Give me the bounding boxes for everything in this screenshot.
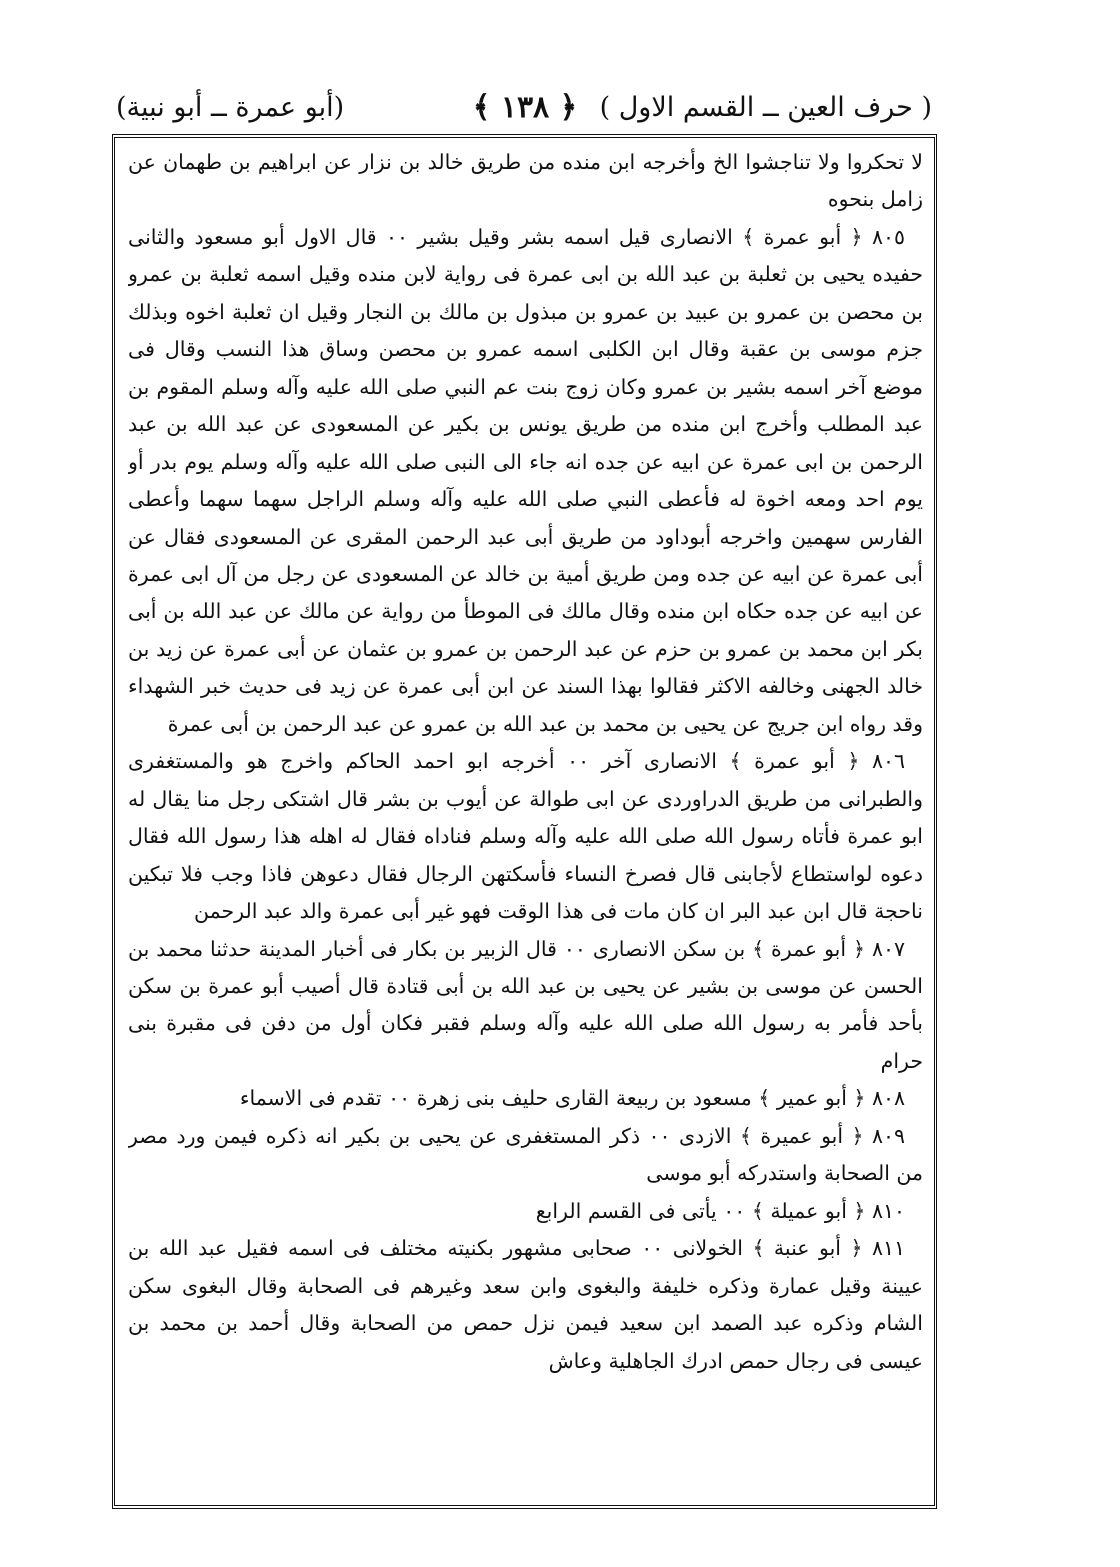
header-entry-range: (أبو عمرة ــ أبو نبية): [116, 92, 345, 123]
page-header: [110, 84, 940, 132]
entry-808: ٨٠٨ ﴿ أبو عمير ﴾ مسعود بن ربيعة القارى حليف بنى زهرة ٠٠ تقدم فى الاسماء: [239, 1086, 905, 1111]
entry-806: ٨٠٦ ﴿ أبو عمرة ﴾ الانصارى آخر ٠٠ أخرجه ابو احمد الحاكم واخرج هو والمستغفرى والطبرانى من طريق الدراوردى عن ابى طوالة عن أيوب بن بشر قال اشتكى رجل منا يقال له ابو عمرة فأتاه رسول الله صلى الله عليه وآله وسلم فناداه فقال له اهله هذا رسول الله فقال دعوه لواستطاع لأجابنى قال فصرخ النساء فأسكتهن الرجال فقال دعوهن فاذا وجب فلا تبكين ناحجة قال ابن عبد البر ان كان مات فى هذا الوقت فهو غير أبى عمرة والد عبد الرحمن: [128, 749, 923, 924]
header-section-title: ( حرف العين ــ القسم الاول ): [599, 92, 932, 123]
entry-805: ٨٠٥ ﴿ أبو عمرة ﴾ الانصارى قيل اسمه بشر وقيل بشير ٠٠ قال الاول أبو مسعود والثانى حفيده يحيى بن ثعلبة بن عبد الله بن ابى عمرة فى رواية لابن منده وقيل اسمه ثعلبة بن عمرو بن محصن بن عمرو بن عبيد بن عمرو بن مبذول بن مالك بن النجار وقيل ان ثعلبة اخوه وبذلك جزم موسى بن عقبة وقال ابن الكلبى اسمه عمرو بن محصن وساق هذا النسب وقال فى موضع آخر اسمه بشير بن عمرو وكان زوج بنت عم النبي صلى الله عليه وآله وسلم المقوم بن عبد المطلب وأخرج ابن منده من طريق يونس بن بكير عن المسعودى عن عبد الله بن عبد الرحمن بن ابى عمرة عن ابيه عن جده انه جاء الى النبى صلى الله عليه وآله وسلم يوم بدر أو يوم احد ومعه اخوة له فأعطى النبي صلى الله عليه وآله وسلم الراجل سهما سهما وأعطى الفارس سهمين واخرجه أبوداود من طريق أبى عبد الرحمن المقرى عن المسعودى فقال عن أبى عمرة عن ابيه عن جده ومن طريق أمية بن خالد عن المسعودى عن رجل من آل ابى عمرة عن ابيه عن جده حكاه ابن منده وقال مالك فى الموطأ من رواية عن مالك عن عبد الله بن أبى بكر ابن محمد بن عمرو بن حزم عن عبد الرحمن بن عمرو بن عثمان عن أبى عمرة عن زيد بن خالد الجهنى وخالفه الاكثر فقالوا بهذا السند عن ابن أبى عمرة عن زيد فى حديث خبر الشهداء وقد رواه ابن جريج عن يحيى بن محمد بن عبد الله بن عمرو عن عبد الرحمن بن أبى عمرة: [128, 224, 923, 736]
entry-810: ٨١٠ ﴿ أبو عميلة ﴾ ٠٠ يأتى فى القسم الرابع: [535, 1198, 905, 1223]
entry-809: ٨٠٩ ﴿ أبو عميرة ﴾ الازدى ٠٠ ذكر المستغفرى عن يحيى بن بكير انه ذكره فيمن ورد مصر من الصحابة واستدركه أبو موسى: [128, 1123, 923, 1186]
entry-807: ٨٠٧ ﴿ أبو عمرة ﴾ بن سكن الانصارى ٠٠ قال الزبير بن بكار فى أخبار المدينة حدثنا محمد بن الحسن عن موسى بن بشير عن يحيى بن عبد الله بن أبى قتادة قال أصيب أبو عمرة بن سكن بأحد فأمر به رسول الله صلى الله عليه وآله وسلم فقبر فكان أول من دفن فى مقبرة بنى حرام: [128, 936, 923, 1073]
entry-811: ٨١١ ﴿ أبو عنبة ﴾ الخولانى ٠٠ صحابى مشهور بكنيته مختلف فى اسمه فقيل عبد الله بن عيينة وقيل عمارة وذكره خليفة والبغوى وابن سعد وغيرهم فى الصحابة وقال البغوى سكن الشام وذكره عبد الصمد ابن سعيد فيمن نزل حمص من الصحابة وقال أحمد بن محمد بن عيسى فى رجال حمص ادرك الجاهلية وعاش: [128, 1236, 923, 1373]
page-number: ﴿ ١٣٨ ﴾: [472, 90, 578, 125]
paragraph-continuation: لا تحكروا ولا تناجشوا الخ وأخرجه ابن منده من طريق خالد بن نزار عن ابراهيم بن طهمان عن زامل بنحوه: [128, 150, 923, 212]
page-body: [128, 144, 923, 1502]
